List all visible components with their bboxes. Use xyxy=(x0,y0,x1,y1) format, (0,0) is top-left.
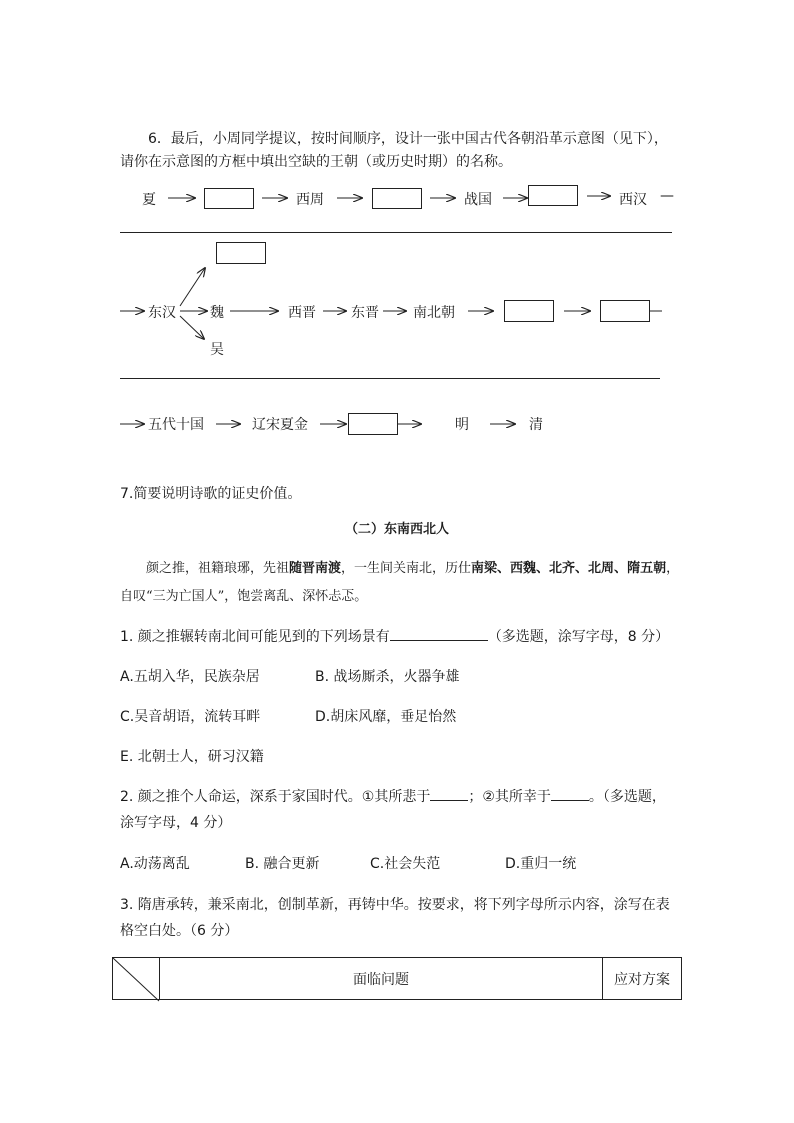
dynasty-qing: 清 xyxy=(529,417,543,433)
diagonal-header-cell xyxy=(113,958,160,1000)
dynasty-wudai: 五代十国 xyxy=(148,417,204,433)
header-problems: 面临问题 xyxy=(160,958,603,1000)
blank-box-6[interactable] xyxy=(600,300,650,322)
option-2b: B. 融合更新 xyxy=(245,856,320,872)
blank-box-7[interactable] xyxy=(348,413,398,435)
section-intro: 颜之推，祖籍琅琊，先祖随晋南渡，一生间关南北，历仕南梁、西魏、北齐、北周、隋五朝，自叹“三为亡国人”，饱尝离乱、深怀忐忑。 xyxy=(120,561,680,604)
dynasty-ming: 明 xyxy=(455,417,469,433)
question-2-stem-line2: 涂写字母，4 分） xyxy=(120,815,232,831)
answer-blank-2a[interactable] xyxy=(430,786,468,801)
question-2-stem-line1: 2. 颜之推个人命运，深系于家国时代。①其所悲于 ；②其所幸于 。（多选题， xyxy=(120,786,666,806)
dynasty-donghan: 东汉 xyxy=(148,305,176,321)
question-6-text: 6．最后，小周同学提议，按时间顺序，设计一张中国古代各朝沿革示意图（见下），请你在示意图的方框中填出空缺的王朝（或历史时期）的名称。 xyxy=(120,131,668,170)
question-1-stem: 1. 颜之推辗转南北间可能见到的下列场景有 （多选题，涂写字母，8 分） xyxy=(120,626,669,646)
option-2c: C.社会失范 xyxy=(370,856,441,872)
blank-box-2[interactable] xyxy=(372,188,422,209)
option-1a: A.五胡入华，民族杂居 xyxy=(120,669,260,685)
blank-box-4[interactable] xyxy=(216,242,266,264)
dynasty-xizhou: 西周 xyxy=(296,192,324,208)
answer-blank-1[interactable] xyxy=(390,626,488,641)
dynasty-xijin: 西晋 xyxy=(288,305,316,321)
dynasty-nanbeichao: 南北朝 xyxy=(413,305,455,321)
dynasty-xia: 夏 xyxy=(142,192,156,208)
section-title: （二）东南西北人 xyxy=(344,522,449,537)
dynasty-xihan: 西汉 xyxy=(619,192,647,208)
divider-line-2 xyxy=(120,378,660,379)
blank-box-5[interactable] xyxy=(504,300,554,322)
header-solutions: 应对方案 xyxy=(603,958,682,1000)
question-7-text: 7.简要说明诗歌的证史价值。 xyxy=(120,486,302,502)
dynasty-wei: 魏 xyxy=(210,305,224,321)
dynasty-dongjin: 东晋 xyxy=(351,305,379,321)
option-1d: D.胡床风靡，垂足怡然 xyxy=(315,709,457,725)
option-2d: D.重归一统 xyxy=(505,856,577,872)
option-1c: C.吴音胡语，流转耳畔 xyxy=(120,709,261,725)
arrow xyxy=(180,316,204,339)
answer-table xyxy=(112,957,682,1000)
option-1b: B. 战场厮杀，火器争雄 xyxy=(315,669,460,685)
blank-box-3[interactable] xyxy=(528,185,578,206)
answer-blank-2b[interactable] xyxy=(551,786,589,801)
arrow xyxy=(180,268,205,306)
dynasty-zhanguo: 战国 xyxy=(464,192,492,208)
blank-box-1[interactable] xyxy=(204,188,254,209)
dynasty-liaosong: 辽宋夏金 xyxy=(252,417,308,433)
question-3-text: 3. 隋唐承转，兼采南北，创制革新，再铸中华。按要求，将下列字母所示内容，涂写在表格空白处。（6 分） xyxy=(120,897,670,939)
divider-line-1 xyxy=(120,232,672,233)
diagonal-line xyxy=(113,958,159,1001)
dynasty-wu: 吴 xyxy=(210,342,224,358)
option-1e: E. 北朝士人，研习汉籍 xyxy=(120,749,264,765)
option-2a: A.动荡离乱 xyxy=(120,856,190,872)
continuation-dash: — xyxy=(660,188,674,204)
